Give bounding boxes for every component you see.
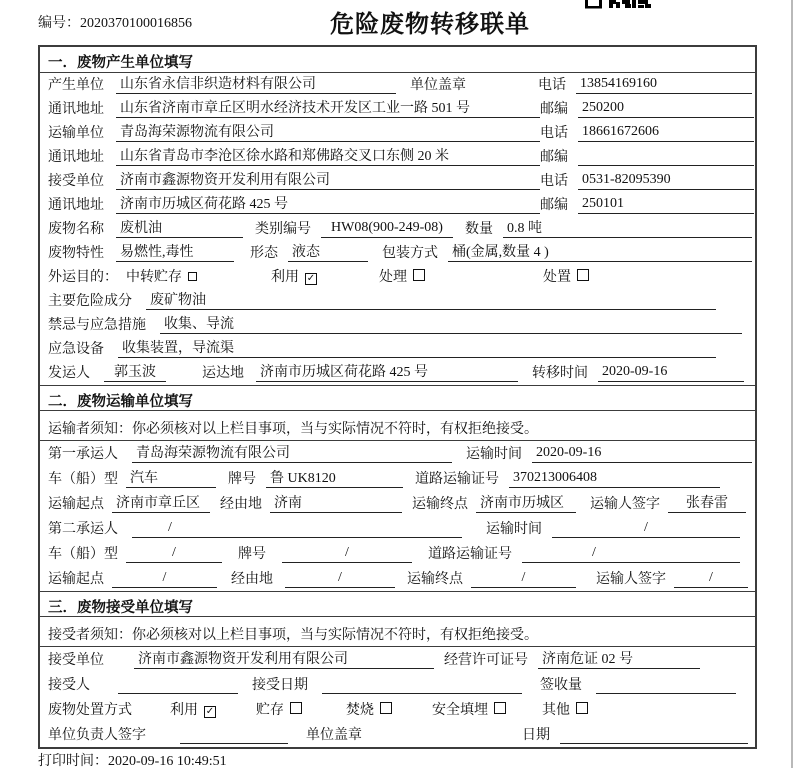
trait-value: 易燃性,毒性: [116, 241, 234, 262]
serial-label: 编号：: [38, 16, 80, 31]
checkbox-disposal-incinerate: [380, 702, 392, 714]
purpose-option-utilize: [271, 266, 317, 286]
sign1-label: 运输人签字: [590, 497, 660, 512]
print-time-label: 打印时间：: [38, 754, 108, 769]
time1-value: 2020-09-16: [532, 445, 752, 463]
purpose-label: 外运目的：: [48, 270, 118, 285]
purpose-option-treat: [379, 266, 425, 286]
destination-value: 济南市历城区荷花路 425 号: [256, 361, 518, 382]
time1-label: 运输时间: [466, 447, 522, 462]
producer-label: 产生单位: [48, 78, 104, 93]
phone1-value: 13854169160: [576, 76, 752, 94]
row-transporter-address: [40, 145, 755, 169]
print-time-value: 2020-09-16 10:49:51: [108, 754, 227, 769]
qr-code-fragment: [585, 0, 651, 9]
section2-notice: 运输者须知：你必须核对以上栏目事项，当与实际情况不符时，有权拒绝接受。: [40, 411, 755, 441]
disposal-option-label: 焚烧: [346, 703, 374, 718]
origin1-label: 运输起点: [48, 497, 104, 512]
via1-label: 经由地: [220, 497, 262, 512]
checkbox-dispose: [577, 269, 589, 281]
end2-value: /: [471, 570, 576, 588]
row-taboo-measures: [40, 313, 755, 337]
checkbox-disposal-store: [290, 702, 302, 714]
waste-name-value: 废机油: [116, 217, 243, 238]
vehicle1-label: 车（船）型: [48, 472, 118, 487]
accept-date-value: [322, 676, 522, 694]
hazard-value: 废矿物油: [146, 289, 716, 310]
vehicle2-value: /: [126, 545, 222, 563]
row-receiver-address: [40, 193, 755, 217]
license-label: 经营许可证号: [444, 653, 528, 668]
accept-unit-label: 接受单位: [48, 653, 104, 668]
acceptor-label: 接受人: [48, 678, 90, 693]
phone2-label: 电话: [540, 126, 568, 141]
end1-value: 济南市历城区: [476, 492, 576, 513]
form-label: 形态: [250, 246, 278, 261]
row-route1: [40, 491, 755, 516]
address1-value: 山东省济南市章丘区明水经济技术开发区工业一路 501 号: [116, 97, 540, 118]
carrier1-value: 青岛海荣源物流有限公司: [132, 442, 452, 463]
checkbox-utilize: ✓: [306, 273, 316, 284]
end1-label: 运输终点: [412, 497, 468, 512]
row-shipper: [40, 361, 755, 385]
serial-value: 2020370100016856: [80, 16, 192, 31]
disposal-option-label: 贮存: [256, 703, 284, 718]
row-second-carrier: [40, 516, 755, 541]
purpose-option-transfer-storage: [126, 266, 197, 286]
quantity-label: 数量: [465, 222, 493, 237]
purpose-option-label: 中转贮存: [126, 270, 182, 285]
row-transporter: [40, 121, 755, 145]
license-value: 济南危证 02 号: [538, 648, 700, 669]
via1-value: 济南: [270, 492, 402, 513]
row-purpose: [40, 265, 755, 289]
purpose-option-label: 处置: [543, 270, 571, 285]
row-accept-unit: [40, 647, 755, 672]
permit2-value: /: [522, 545, 740, 563]
carrier1-label: 第一承运人: [48, 447, 118, 462]
page-edge-divider: [791, 0, 793, 768]
date-value: [560, 726, 748, 744]
address1-label: 通讯地址: [48, 102, 104, 117]
row-receiver: [40, 169, 755, 193]
sign2-label: 运输人签字: [596, 572, 666, 587]
zip1-label: 邮编: [540, 102, 568, 117]
zip2-label: 邮编: [540, 150, 568, 165]
address3-label: 通讯地址: [48, 198, 104, 213]
trait-label: 废物特性: [48, 246, 104, 261]
origin2-label: 运输起点: [48, 572, 104, 587]
receiver-label: 接受单位: [48, 174, 104, 189]
receiver-value: 济南市鑫源物资开发利用有限公司: [116, 169, 540, 190]
phone2-value: 18661672606: [578, 124, 754, 142]
time2-value: /: [552, 520, 740, 538]
producer-value: 山东省永信非织造材料有限公司: [116, 73, 396, 94]
page-title: 危险废物转移联单: [330, 11, 530, 38]
section3-notice: 接受者须知：你必须核对以上栏目事项，当与实际情况不符时，有权拒绝接受。: [40, 617, 755, 647]
packing-label: 包装方式: [382, 246, 438, 261]
section2-heading: 二．废物运输单位填写: [40, 385, 755, 411]
disposal-option-landfill: [432, 699, 506, 719]
category-label: 类别编号: [255, 222, 311, 237]
section1-heading: 一．废物产生单位填写: [40, 47, 755, 73]
equipment-label: 应急设备: [48, 342, 104, 357]
hazard-label: 主要危险成分: [48, 294, 132, 309]
carrier2-label: 第二承运人: [48, 522, 118, 537]
carrier2-value: /: [132, 520, 462, 538]
leader-sign-label: 单位负责人签字: [48, 728, 146, 743]
form-value: 液态: [288, 241, 368, 262]
accept-unit-value: 济南市鑫源物资开发利用有限公司: [134, 648, 434, 669]
row-producer: [40, 73, 755, 97]
disposal-option-incinerate: [346, 699, 392, 719]
plate2-label: 牌号: [238, 547, 266, 562]
leader-sign-value: [180, 726, 288, 744]
row-acceptor: [40, 672, 755, 697]
permit1-value: 370213006408: [509, 470, 720, 488]
taboo-label: 禁忌与应急措施: [48, 318, 146, 333]
permit1-label: 道路运输证号: [415, 472, 499, 487]
via2-label: 经由地: [231, 572, 273, 587]
transfer-time-label: 转移时间: [532, 366, 588, 381]
disposal-option-utilize: [170, 699, 216, 719]
shipper-label: 发运人: [48, 366, 90, 381]
plate2-value: /: [282, 545, 412, 563]
shipper-value: 郭玉波: [104, 361, 166, 382]
unit-seal-label: 单位盖章: [410, 78, 466, 93]
sign1-value: 张春雷: [668, 492, 746, 513]
zip2-value: [578, 148, 754, 166]
sign2-value: /: [674, 570, 748, 588]
purpose-option-dispose: [543, 266, 589, 286]
acceptor-value: [118, 676, 238, 694]
zip1-value: 250200: [578, 100, 754, 118]
time2-label: 运输时间: [486, 522, 542, 537]
plate1-label: 牌号: [228, 472, 256, 487]
unit-seal2-label: 单位盖章: [306, 728, 362, 743]
vehicle2-label: 车（船）型: [48, 547, 118, 562]
disposal-option-other: [542, 699, 588, 719]
section3-heading: 三．废物接受单位填写: [40, 591, 755, 617]
checkbox-transfer-storage: [188, 272, 197, 281]
disposal-option-label: 安全填埋: [432, 703, 488, 718]
disposal-option-label: 其他: [542, 703, 570, 718]
plate1-value: 鲁 UK8120: [266, 467, 403, 488]
address2-value: 山东省青岛市李沧区徐水路和郑佛路交叉口东侧 20 米: [116, 145, 540, 166]
checkbox-disposal-utilize: ✓: [205, 706, 215, 717]
checkbox-disposal-landfill: [494, 702, 506, 714]
phone1-label: 电话: [538, 78, 566, 93]
origin1-value: 济南市章丘区: [112, 492, 210, 513]
permit2-label: 道路运输证号: [428, 547, 512, 562]
checkbox-treat: [413, 269, 425, 281]
origin2-value: /: [112, 570, 217, 588]
row-route2: [40, 566, 755, 591]
document-header: [0, 0, 796, 44]
address3-value: 济南市历城区荷花路 425 号: [116, 193, 540, 214]
category-value: HW08(900-249-08): [321, 220, 453, 238]
row-waste-name: [40, 217, 755, 241]
row-vehicle2: [40, 541, 755, 566]
row-first-carrier: [40, 441, 755, 466]
accept-date-label: 接受日期: [252, 678, 308, 693]
waste-name-label: 废物名称: [48, 222, 104, 237]
quantity-value: 0.8 吨: [503, 217, 752, 238]
disposal-option-label: 利用: [170, 703, 198, 718]
zip3-label: 邮编: [540, 198, 568, 213]
row-emergency-equipment: [40, 337, 755, 361]
phone3-label: 电话: [540, 174, 568, 189]
disposal-label: 废物处置方式: [48, 703, 132, 718]
transfer-time-value: 2020-09-16: [598, 364, 744, 382]
row-vehicle1: [40, 466, 755, 491]
destination-label: 运达地: [202, 366, 244, 381]
row-leader-sign: [40, 722, 755, 747]
serial-number: [38, 12, 192, 32]
purpose-option-label: 处理: [379, 270, 407, 285]
row-hazard-component: [40, 289, 755, 313]
received-qty-label: 签收量: [540, 678, 582, 693]
vehicle1-value: 汽车: [126, 467, 216, 488]
row-producer-address: [40, 97, 755, 121]
row-disposal-method: [40, 697, 755, 722]
transporter-value: 青岛海荣源物流有限公司: [116, 121, 540, 142]
packing-value: 桶(金属,数量 4 ): [448, 241, 752, 262]
taboo-value: 收集、导流: [160, 313, 742, 334]
equipment-value: 收集装置，导流渠: [118, 337, 716, 358]
row-waste-trait: [40, 241, 755, 265]
via2-value: /: [285, 570, 395, 588]
print-time: [38, 750, 227, 770]
checkbox-disposal-other: [576, 702, 588, 714]
disposal-option-store: [256, 699, 302, 719]
phone3-value: 0531-82095390: [578, 172, 754, 190]
end2-label: 运输终点: [407, 572, 463, 587]
address2-label: 通讯地址: [48, 150, 104, 165]
zip3-value: 250101: [578, 196, 754, 214]
date-label: 日期: [522, 728, 550, 743]
purpose-option-label: 利用: [271, 270, 299, 285]
transporter-label: 运输单位: [48, 126, 104, 141]
transfer-manifest-form: [38, 45, 757, 749]
received-qty-value: [596, 676, 736, 694]
